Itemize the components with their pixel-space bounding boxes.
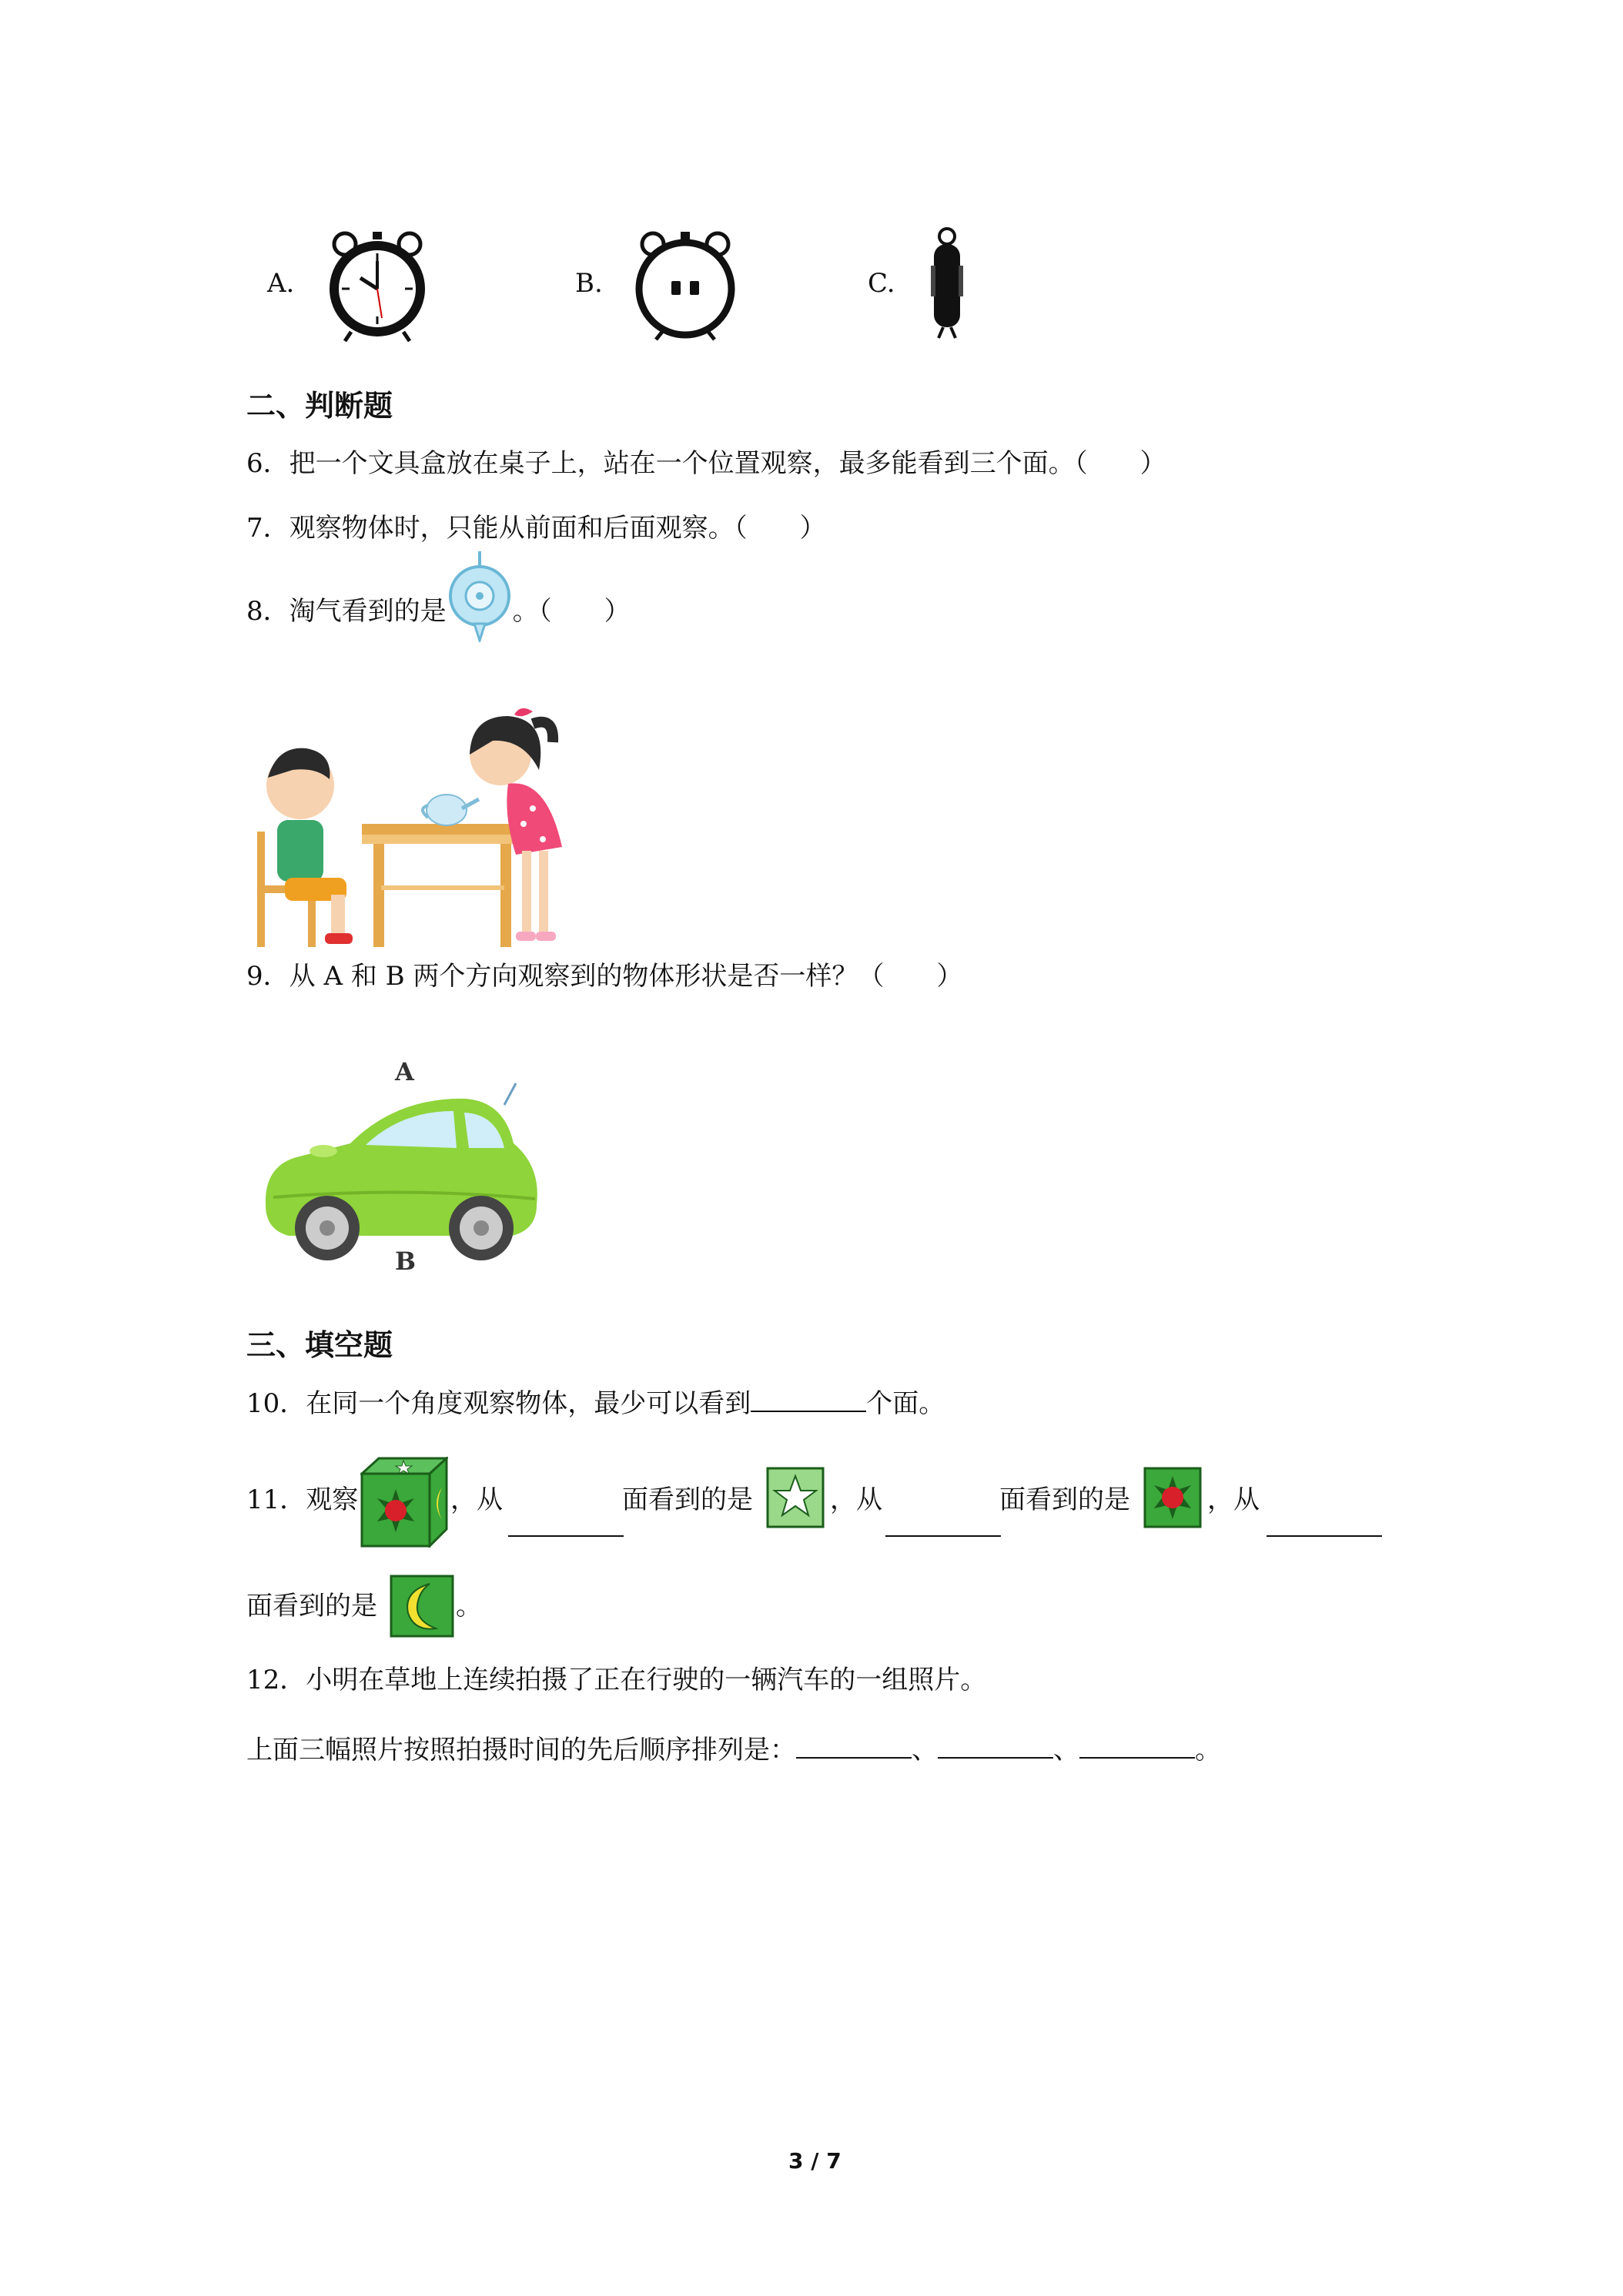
cube-icon: [360, 1457, 448, 1548]
question-11-observe: 11．观察: [246, 1484, 359, 1515]
question-11-from-3: ，从: [1207, 1484, 1260, 1515]
option-c-label: C.: [868, 268, 895, 299]
question-6: 6．把一个文具盒放在桌子上，站在一个位置观察，最多能看到三个面。（ ）: [246, 448, 1166, 479]
question-12: 12．小明在草地上连续拍摄了正在行驶的一辆汽车的一组照片。: [246, 1665, 987, 1695]
option-a-label: A.: [267, 268, 295, 299]
answer-blank-12c[interactable]: [1079, 1734, 1195, 1759]
answer-blank-11a[interactable]: [508, 1512, 624, 1537]
question-8: [246, 581, 631, 642]
answer-blank-11c[interactable]: [1267, 1512, 1382, 1537]
separator-2: 、: [1053, 1735, 1079, 1766]
answer-blank-11b[interactable]: [885, 1512, 1001, 1537]
answer-blank-12b[interactable]: [938, 1734, 1053, 1759]
question-11-seen-1: 面看到的是: [622, 1484, 753, 1515]
question-11-from-1: ，从: [450, 1484, 503, 1515]
section-title-fill-blank: 三、填空题: [246, 1328, 393, 1362]
option-b-label: B.: [575, 268, 603, 299]
question-12-order-text: 上面三幅照片按照拍摄时间的先后顺序排列是：: [246, 1735, 796, 1766]
children-table-illustration: [246, 693, 608, 947]
question-11-seen-3: 面看到的是: [246, 1591, 377, 1622]
star-face-icon: [766, 1467, 825, 1528]
question-7: 7．观察物体时，只能从前面和后面观察。（ ）: [246, 513, 826, 544]
question-9: 9．从 A 和 B 两个方向观察到的物体形状是否一样？（ ）: [246, 961, 963, 992]
question-12-end: 。: [1195, 1735, 1221, 1766]
section-title-judgment: 二、判断题: [246, 389, 393, 423]
question-8-paren: 。（ ）: [512, 596, 631, 627]
question-12-order: [246, 1734, 1221, 1766]
sun-face-icon: [1143, 1467, 1202, 1528]
answer-blank-10[interactable]: [751, 1387, 866, 1412]
answer-blank-12a[interactable]: [796, 1734, 912, 1759]
question-8-text: 8．淘气看到的是: [246, 596, 447, 627]
question-10-text-before: 10．在同一个角度观察物体，最少可以看到: [246, 1388, 751, 1419]
car-illustration: [250, 1051, 558, 1274]
question-11-end: 。: [456, 1591, 482, 1622]
alarm-clock-side-icon: [920, 227, 974, 343]
alarm-clock-front-icon: [323, 227, 431, 343]
car-label-a: A: [395, 1057, 414, 1086]
question-11-seen-2: 面看到的是: [999, 1484, 1130, 1515]
moon-face-icon: [390, 1575, 454, 1638]
separator-1: 、: [912, 1735, 938, 1766]
teapot-top-view-icon: [447, 550, 513, 642]
car-label-b: B: [395, 1247, 417, 1274]
alarm-clock-back-icon: [631, 227, 739, 343]
page-number: 3 / 7: [788, 2148, 842, 2174]
question-11-from-2: ，从: [830, 1484, 882, 1515]
question-10-text-after: 个面。: [866, 1388, 945, 1419]
question-10: [246, 1387, 945, 1419]
question-11-line-1: [246, 1484, 358, 1515]
